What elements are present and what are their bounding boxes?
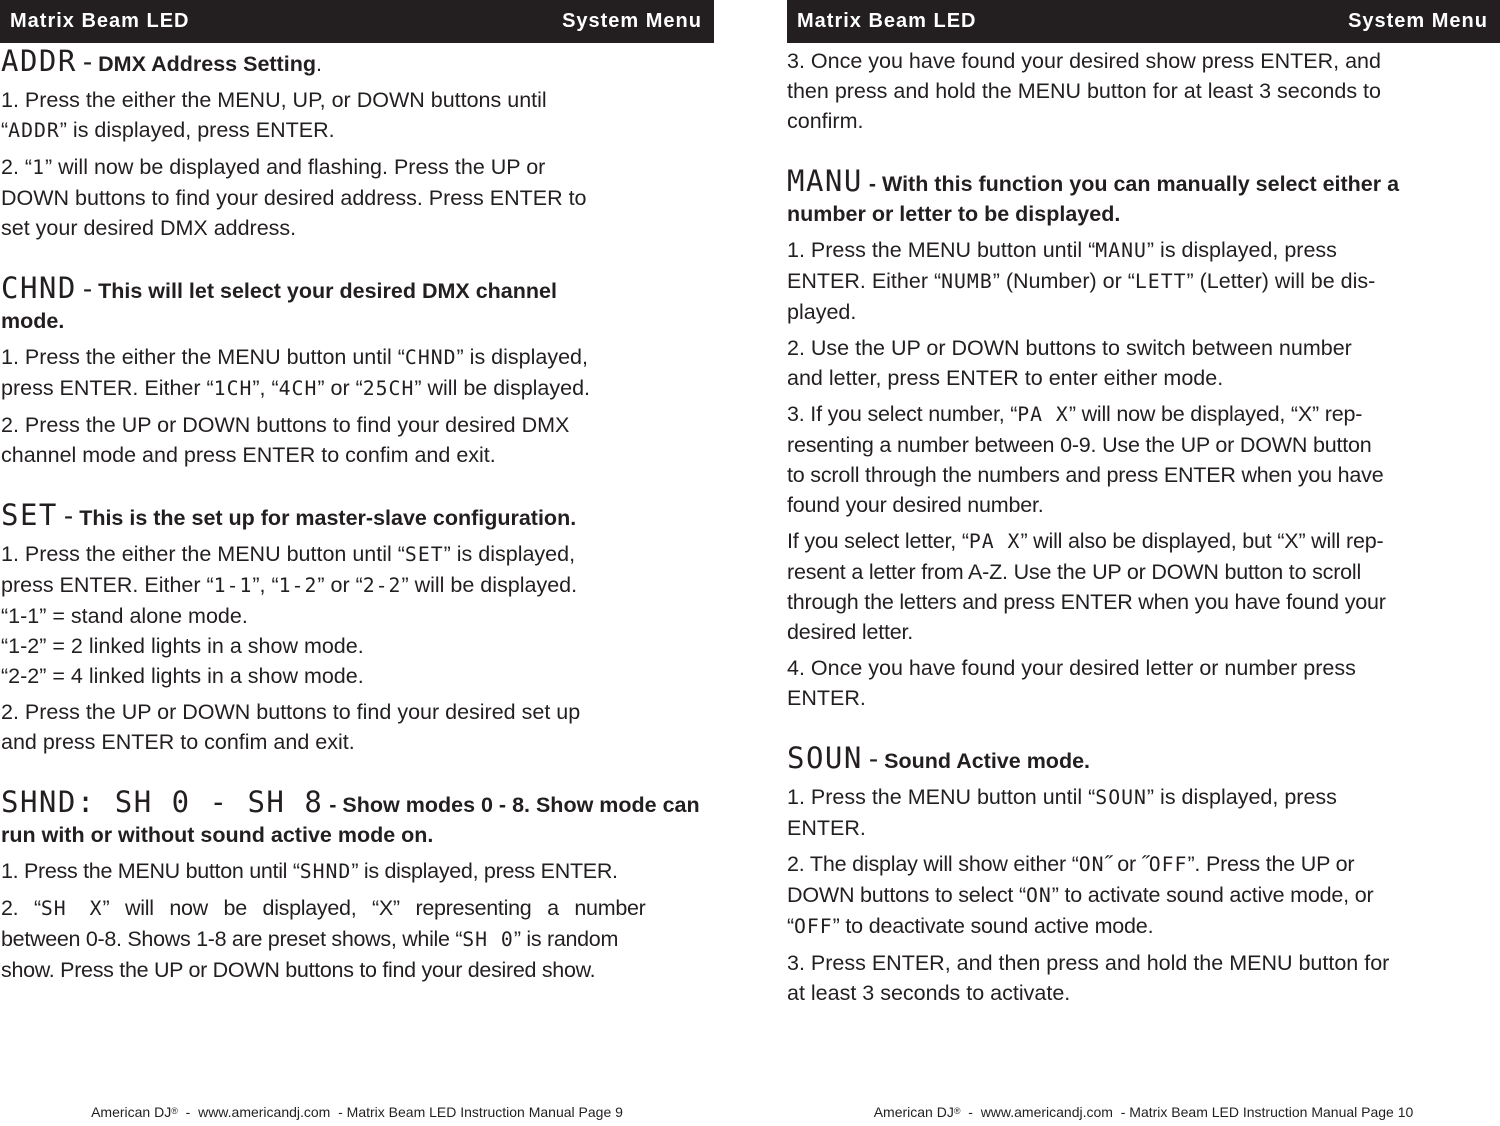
lcd-code: 1-1 bbox=[213, 574, 253, 597]
page-content bbox=[1, 46, 712, 991]
page-footer bbox=[787, 1102, 1500, 1121]
text-line: 2. Press the UP or DOWN buttons to find your desired set up bbox=[1, 700, 581, 724]
text-run: ”, “ bbox=[252, 573, 279, 597]
text-line bbox=[787, 235, 1500, 266]
text-run: ” is displayed, press bbox=[1146, 238, 1337, 262]
section-heading-manu bbox=[787, 166, 1500, 229]
text-run: ” is displayed, bbox=[456, 345, 588, 369]
text-line: resent a letter from A-Z. Use the UP or DOWN button to scroll bbox=[787, 560, 1362, 584]
step-text bbox=[787, 782, 1500, 843]
text-run: 1. Press the MENU button until “ bbox=[787, 238, 1096, 262]
step-text bbox=[1, 697, 712, 757]
step-text bbox=[1, 893, 712, 985]
footer-text: - www.americandj.com - Matrix Beam LED Instruction Manual Page 9 bbox=[177, 1104, 623, 1120]
step-text bbox=[1, 85, 712, 146]
lcd-code: ON bbox=[1078, 853, 1105, 876]
heading-text: This is the set up for master-slave configuration. bbox=[79, 506, 577, 530]
header-title: Matrix Beam LED bbox=[10, 10, 190, 32]
text-line bbox=[787, 849, 1500, 880]
text-line: ENTER. bbox=[787, 816, 866, 840]
text-line: ENTER. bbox=[787, 686, 866, 710]
lcd-code: CHND bbox=[1, 271, 77, 305]
lcd-code: SET bbox=[404, 543, 444, 566]
text-line bbox=[787, 782, 1500, 813]
text-run: ” (Letter) will be dis- bbox=[1186, 269, 1376, 293]
lcd-code: CHND bbox=[404, 346, 457, 369]
text-run: ” or “ bbox=[317, 376, 363, 400]
step-text bbox=[1, 856, 712, 887]
text-line: “2-2” = 4 linked lights in a show mode. bbox=[1, 664, 364, 688]
text-run: ” is displayed, press ENTER. bbox=[59, 118, 335, 142]
text-line: 4. Once you have found your desired letter or number press bbox=[787, 656, 1356, 680]
text-line bbox=[787, 399, 1500, 430]
lcd-code: SH 0 bbox=[462, 928, 514, 951]
text-line bbox=[787, 880, 1500, 911]
text-run: 1. Press the MENU button until “ bbox=[1, 859, 300, 883]
lcd-code: ON bbox=[1025, 884, 1052, 907]
dash: - bbox=[82, 273, 93, 304]
text-run: 2. “ bbox=[1, 155, 33, 179]
lcd-code: NUMB bbox=[941, 270, 993, 293]
text-line bbox=[1, 856, 712, 887]
section-heading-addr bbox=[1, 46, 712, 79]
text-run: ” will now be displayed, “X” rep- bbox=[1068, 402, 1363, 426]
section-heading-set bbox=[1, 500, 712, 533]
text-line bbox=[1, 115, 712, 146]
step-text bbox=[1, 342, 712, 404]
page-footer bbox=[0, 1102, 714, 1121]
lcd-code: LETT bbox=[1134, 270, 1187, 293]
text-line: 3. Press ENTER, and then press and hold the MENU button for bbox=[787, 951, 1390, 975]
text-line: channel mode and press ENTER to confim and exit. bbox=[1, 443, 496, 467]
header-title: Matrix Beam LED bbox=[797, 10, 977, 32]
section-heading-chnd bbox=[1, 273, 712, 336]
heading-text: - With this function you can manually select either a bbox=[868, 172, 1400, 196]
text-line: and press ENTER to confim and exit. bbox=[1, 730, 355, 754]
text-run: ” will also be displayed, but “X” will rep- bbox=[1020, 529, 1384, 553]
text-run: 2. The display will show either “ bbox=[787, 852, 1079, 876]
text-run: 1. Press the either the MENU button until “ bbox=[1, 542, 405, 566]
section-heading-shnd bbox=[1, 787, 712, 850]
dash: - bbox=[82, 46, 93, 77]
text-run: 3. If you select number, “ bbox=[787, 402, 1018, 426]
text-run: ˝ or ˝ bbox=[1104, 852, 1149, 876]
text-line: through the letters and press ENTER when you have found your bbox=[787, 590, 1386, 614]
text-run: ” is displayed, press ENTER. bbox=[351, 859, 618, 883]
text-run: 1. Press the either the MENU button until “ bbox=[1, 345, 405, 369]
text-run: 2. “ bbox=[1, 896, 41, 920]
text-line: then press and hold the MENU button for at least 3 seconds to bbox=[787, 79, 1381, 103]
step-text bbox=[787, 526, 1500, 647]
text-line: and letter, press ENTER to enter either mode. bbox=[787, 366, 1224, 390]
text-line bbox=[1, 152, 712, 183]
heading-end: . bbox=[315, 52, 322, 76]
heading-text: - Show modes 0 - 8. Show mode can bbox=[329, 793, 700, 817]
text-line: DOWN buttons to find your desired address. Press ENTER to bbox=[1, 186, 587, 210]
lcd-code: 25CH bbox=[362, 377, 415, 400]
text-run: ” is displayed, bbox=[443, 542, 576, 566]
text-line: 1. Press the either the MENU, UP, or DOWN buttons until bbox=[1, 88, 547, 112]
text-line: “1-1” = stand alone mode. bbox=[1, 604, 248, 628]
text-line: “1-2” = 2 linked lights in a show mode. bbox=[1, 634, 364, 658]
text-line: 2. Use the UP or DOWN buttons to switch between number bbox=[787, 336, 1352, 360]
lcd-code: OFF bbox=[793, 915, 833, 938]
text-run: ”, “ bbox=[252, 376, 279, 400]
page-content bbox=[787, 46, 1500, 1014]
text-line: confirm. bbox=[787, 109, 864, 133]
lcd-code: MANU bbox=[787, 164, 863, 198]
registered-mark: ® bbox=[953, 1106, 961, 1116]
text-line: set your desired DMX address. bbox=[1, 216, 297, 240]
text-run: ” or “ bbox=[317, 573, 363, 597]
text-run: ” will be displayed. bbox=[414, 376, 591, 400]
text-run: ENTER. Either “ bbox=[787, 269, 942, 293]
text-line bbox=[787, 526, 1500, 557]
step-text bbox=[787, 653, 1500, 713]
step-text bbox=[1, 152, 712, 243]
text-run: DOWN buttons to select “ bbox=[787, 883, 1026, 907]
header-menu: System Menu bbox=[562, 10, 702, 32]
step-text bbox=[787, 46, 1500, 136]
header-menu: System Menu bbox=[1348, 10, 1488, 32]
lcd-code: SH X bbox=[40, 897, 103, 920]
lcd-code: 1CH bbox=[213, 377, 253, 400]
text-line bbox=[1, 570, 712, 601]
text-line: found your desired number. bbox=[787, 493, 1044, 517]
text-line: show. Press the UP or DOWN buttons to find your desired show. bbox=[1, 958, 596, 982]
text-run: ” is random bbox=[513, 927, 619, 951]
lcd-code: MANU bbox=[1095, 239, 1147, 262]
lcd-code: SOUN bbox=[1095, 786, 1147, 809]
dash: - bbox=[63, 500, 74, 531]
step-text bbox=[787, 399, 1500, 520]
text-line: resenting a number between 0-9. Use the UP or DOWN button bbox=[787, 433, 1372, 457]
registered-mark: ® bbox=[171, 1106, 178, 1116]
lcd-code: SHND bbox=[299, 860, 352, 883]
text-line: 2. Press the UP or DOWN buttons to find your desired DMX bbox=[1, 413, 570, 437]
page-header bbox=[787, 0, 1500, 43]
text-line bbox=[1, 539, 712, 570]
text-run: ” will now be displayed and flashing. Press the UP or bbox=[44, 155, 546, 179]
text-run: ” (Number) or “ bbox=[992, 269, 1135, 293]
page-left bbox=[0, 0, 714, 1126]
step-text bbox=[787, 333, 1500, 393]
text-run: press ENTER. Either “ bbox=[1, 573, 214, 597]
lcd-code: 4CH bbox=[278, 377, 318, 400]
lcd-code: PA X bbox=[968, 530, 1021, 553]
section-heading-soun bbox=[787, 743, 1500, 776]
text-line bbox=[787, 266, 1500, 297]
text-line bbox=[1, 893, 712, 924]
lcd-code: 1 bbox=[32, 156, 45, 179]
lcd-code: OFF bbox=[1148, 853, 1188, 876]
lcd-code: 2-2 bbox=[362, 574, 402, 597]
lcd-code: PA X bbox=[1017, 403, 1069, 426]
text-run: ” will now be displayed, “X” representing a number bbox=[102, 896, 646, 920]
step-text bbox=[787, 235, 1500, 327]
heading-text: number or letter to be displayed. bbox=[787, 202, 1121, 226]
lcd-code: SHND: SH 0 - SH 8 bbox=[1, 785, 324, 819]
lcd-code: ADDR bbox=[1, 44, 77, 78]
lcd-code: ADDR bbox=[8, 119, 60, 142]
text-line: 3. Once you have found your desired show press ENTER, and bbox=[787, 49, 1381, 73]
text-line bbox=[1, 342, 712, 373]
text-line bbox=[1, 373, 712, 404]
heading-text: DMX Address Setting bbox=[98, 52, 316, 76]
heading-text: Sound Active mode. bbox=[884, 749, 1091, 773]
heading-text: mode. bbox=[1, 309, 65, 333]
lcd-code: SET bbox=[1, 498, 58, 532]
text-run: If you select letter, “ bbox=[787, 529, 969, 553]
text-line bbox=[787, 911, 1500, 942]
text-line bbox=[1, 924, 712, 955]
text-run: “ bbox=[787, 914, 794, 938]
text-line: to scroll through the numbers and press ENTER when you have bbox=[787, 463, 1384, 487]
text-run: ” is displayed, press bbox=[1146, 785, 1337, 809]
text-run: between 0-8. Shows 1-8 are preset shows, while “ bbox=[1, 927, 463, 951]
text-run: 1. Press the MENU button until “ bbox=[787, 785, 1096, 809]
text-run: ” to deactivate sound active mode. bbox=[832, 914, 1154, 938]
lcd-code: 1-2 bbox=[278, 574, 318, 597]
step-text bbox=[787, 849, 1500, 942]
heading-text: run with or without sound active mode on. bbox=[1, 823, 434, 847]
text-run: ” will be displayed. bbox=[401, 573, 578, 597]
text-run: press ENTER. Either “ bbox=[1, 376, 214, 400]
text-line: desired letter. bbox=[787, 620, 914, 644]
text-line: at least 3 seconds to activate. bbox=[787, 981, 1071, 1005]
text-line: played. bbox=[787, 300, 857, 324]
heading-text: This will let select your desired DMX channel bbox=[98, 279, 557, 303]
page-header bbox=[0, 0, 714, 43]
page-right bbox=[787, 0, 1500, 1126]
text-run: ”. Press the UP or bbox=[1187, 852, 1355, 876]
dash: - bbox=[868, 743, 879, 774]
footer-brand: American DJ bbox=[91, 1104, 172, 1120]
step-text bbox=[787, 948, 1500, 1008]
step-text bbox=[1, 539, 712, 691]
step-text bbox=[1, 410, 712, 470]
lcd-code: SOUN bbox=[787, 741, 863, 775]
text-run: ” to activate sound active mode, or bbox=[1051, 883, 1374, 907]
footer-brand: American DJ bbox=[873, 1104, 954, 1120]
text-run: “ bbox=[1, 118, 9, 142]
footer-text: - www.americandj.com - Matrix Beam LED Instruction Manual Page 10 bbox=[960, 1104, 1414, 1120]
